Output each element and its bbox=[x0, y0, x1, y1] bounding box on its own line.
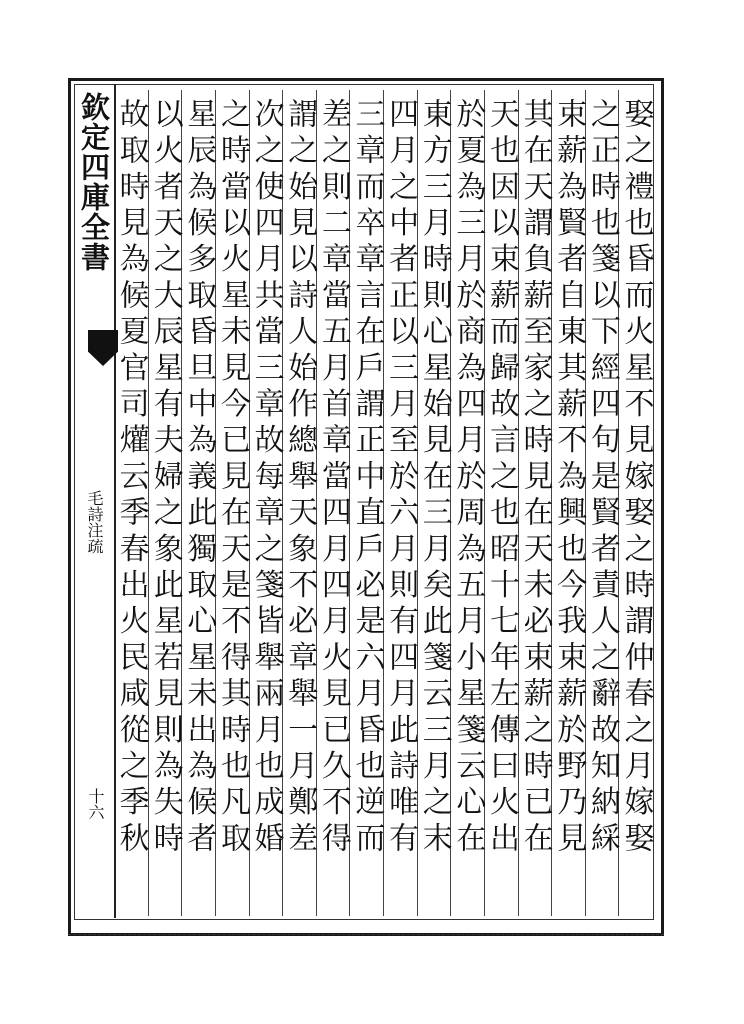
text-column bbox=[249, 90, 283, 916]
column-text: 三章而卒章言在戶謂正中直戶必是六月昏也逆而 bbox=[349, 98, 385, 859]
book-subtitle: 毛詩注疏 bbox=[85, 490, 104, 554]
column-text: 娶之禮也昏而火星不見嫁娶之時謂仲春之月嫁娶 bbox=[618, 98, 654, 859]
text-column bbox=[585, 90, 619, 916]
column-text: 次之使四月共當三章故每章之箋皆舉兩月也成婚 bbox=[248, 98, 284, 859]
text-column bbox=[181, 90, 215, 916]
page-number: 十六 bbox=[86, 788, 105, 820]
column-text: 之正時也箋以下經四句是賢者責人之辭故知納綵 bbox=[584, 98, 620, 859]
text-column bbox=[282, 90, 316, 916]
book-title: 欽定四庫全書 bbox=[77, 92, 111, 272]
column-text: 以火者天之大辰星有夫婦之象此星若見則為失時 bbox=[147, 98, 183, 859]
text-column bbox=[215, 90, 249, 916]
column-text: 差之則二章當五月首章當四月四月火見已久不得 bbox=[315, 98, 351, 859]
column-text: 天也因以束薪而歸故言之也昭十七年左傳曰火出 bbox=[484, 98, 519, 859]
text-columns bbox=[114, 90, 652, 916]
column-text: 東方三月時則心星始見在三月矣此箋云三月之末 bbox=[416, 98, 452, 859]
column-text: 謂之始見以詩人始作總舉天象不必章舉一月鄭差 bbox=[282, 98, 318, 859]
bottom-rule bbox=[68, 934, 664, 939]
text-column bbox=[383, 90, 417, 916]
text-column bbox=[148, 90, 182, 916]
text-column bbox=[114, 90, 148, 916]
column-text: 四月之中者正以三月至於六月則有四月此詩唯有 bbox=[383, 98, 419, 859]
text-column bbox=[551, 90, 585, 916]
text-column bbox=[484, 90, 518, 916]
column-text: 星辰為候多取昏旦中為義此獨取心星未出為候者 bbox=[181, 98, 217, 859]
column-text: 其在天謂負薪至家之時見在天未必束薪之時已在 bbox=[517, 98, 553, 859]
text-column bbox=[349, 90, 383, 916]
column-text: 故取時見為候夏官司爟云季春出火民咸從之季秋 bbox=[113, 98, 149, 859]
text-column bbox=[316, 90, 350, 916]
text-column bbox=[417, 90, 451, 916]
text-column bbox=[618, 90, 652, 916]
text-column bbox=[518, 90, 552, 916]
column-text: 束薪為賢者自東其薪不為興也今我束薪於野乃見 bbox=[551, 98, 587, 859]
column-text: 之時當以火星未見今已見在天是不得其時也凡取 bbox=[215, 98, 250, 859]
text-column bbox=[450, 90, 484, 916]
column-text: 於夏為三月於商為四月於周為五月小星箋云心在 bbox=[450, 98, 486, 859]
